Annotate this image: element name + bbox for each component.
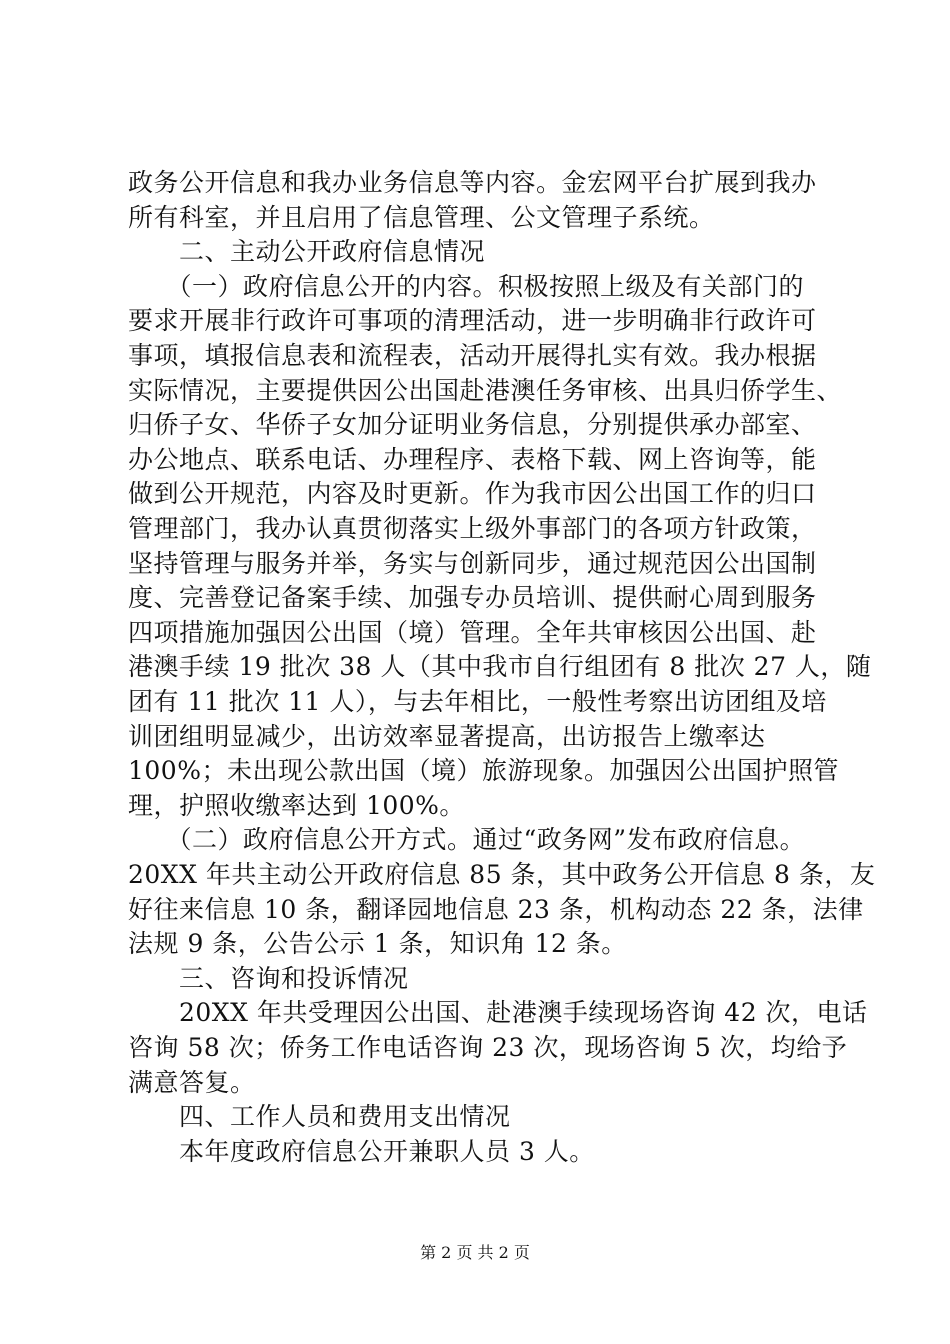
text-line: （一）政府信息公开的内容。积极按照上级及有关部门的 [128,271,805,301]
text-line: 四、工作人员和费用支出情况 [128,1102,511,1132]
text-line: 要求开展非行政许可事项的清理活动，进一步明确非行政许可 [128,306,817,336]
text-line: 三、咨询和投诉情况 [128,963,409,993]
text-line: 港澳手续 19 批次 38 人（其中我市自行组团有 8 批次 27 人，随 [128,652,872,682]
text-line: 实际情况，主要提供因公出国赴港澳任务审核、出具归侨学生、 [128,375,843,405]
text-line: 训团组明显减少，出访效率显著提高，出访报告上缴率达 [128,721,766,751]
text-line: 满意答复。 [128,1067,256,1097]
text-line: 咨询 58 次；侨务工作电话咨询 23 次，现场咨询 5 次，均给予 [128,1033,848,1062]
text-line: 办公地点、联系电话、办理程序、表格下载、网上咨询等，能 [128,444,817,474]
text-line: 好往来信息 10 条，翻译园地信息 23 条，机构动态 22 条，法律 [128,894,864,924]
text-line: 本年度政府信息公开兼职人员 3 人。 [128,1136,595,1166]
text-line: 度、完善登记备案手续、加强专办员培训、提供耐心周到服务 [128,583,817,613]
text-line: 二、主动公开政府信息情况 [128,237,486,267]
text-line: 归侨子女、华侨子女加分证明业务信息，分别提供承办部室、 [128,410,817,440]
text-line: 理，护照收缴率达到 100%。 [128,790,465,820]
text-line: 政务公开信息和我办业务信息等内容。金宏网平台扩展到我办 [128,168,817,197]
text-line: 20XX 年共主动公开政府信息 85 条，其中政务公开信息 8 条，友 [128,860,876,889]
text-line: 事项，填报信息表和流程表，活动开展得扎实有效。我办根据 [128,341,817,370]
text-line: 100%；未出现公款出国（境）旅游现象。加强因公出国护照管 [128,756,839,786]
text-line: （二）政府信息公开方式。通过“政务网”发布政府信息。 [128,825,806,855]
text-line: 坚持管理与服务并举，务实与创新同步，通过规范因公出国制 [128,548,817,578]
text-line: 所有科室，并且启用了信息管理、公文管理子系统。 [128,202,715,232]
text-line: 做到公开规范，内容及时更新。作为我市因公出国工作的归口 [128,479,817,509]
text-line: 20XX 年共受理因公出国、赴港澳手续现场咨询 42 次，电话 [128,998,868,1028]
page-footer: 第 2 页 共 2 页 [420,1243,530,1262]
text-line: 管理部门，我办认真贯彻落实上级外事部门的各项方针政策， [128,514,817,543]
text-line: 四项措施加强因公出国（境）管理。全年共审核因公出国、赴 [128,617,817,647]
text-line: 法规 9 条，公告公示 1 条，知识角 12 条。 [128,929,627,959]
text-line: 团有 11 批次 11 人），与去年相比，一般性考察出访团组及培 [128,687,827,716]
